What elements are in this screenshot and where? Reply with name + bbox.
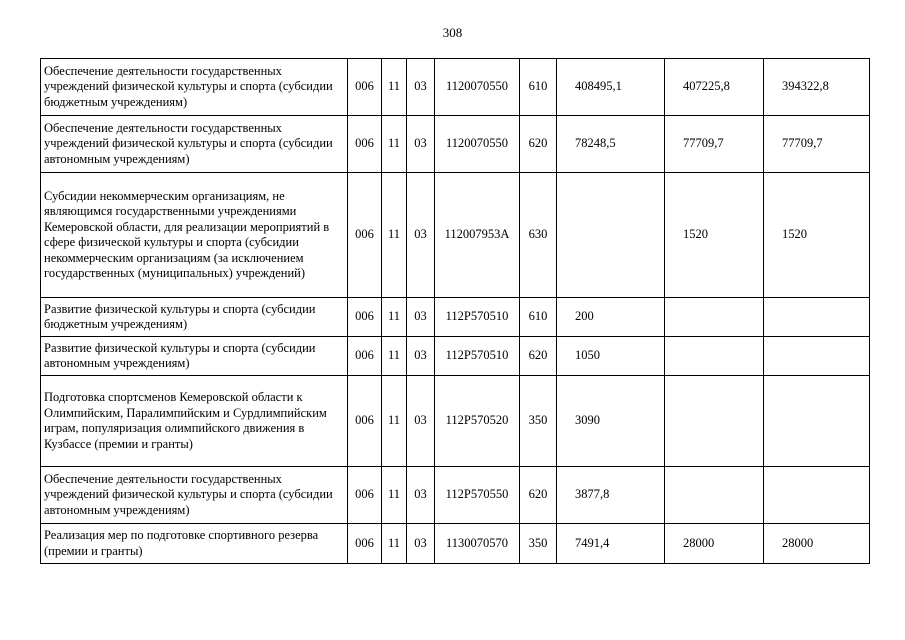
ministry-code-cell: 006 bbox=[348, 467, 382, 524]
expense-type-cell: 630 bbox=[520, 173, 557, 298]
amount-year3-cell bbox=[764, 467, 870, 524]
expense-type-cell: 350 bbox=[520, 376, 557, 467]
target-article-cell: 1130070570 bbox=[435, 524, 520, 564]
target-article-cell: 112Р570510 bbox=[435, 337, 520, 376]
target-article-cell: 112Р570520 bbox=[435, 376, 520, 467]
subsection-code-cell: 03 bbox=[407, 59, 435, 116]
expense-name-cell: Обеспечение деятельности государственных учреждений физической культуры и спорта (субсидии бюджетным учреждениям) bbox=[41, 59, 348, 116]
subsection-code-cell: 03 bbox=[407, 467, 435, 524]
amount-year3-cell bbox=[764, 298, 870, 337]
amount-year2-cell bbox=[665, 337, 764, 376]
amount-year2-cell bbox=[665, 376, 764, 467]
table-row bbox=[41, 467, 870, 524]
section-code-cell: 11 bbox=[382, 116, 407, 173]
expense-name-cell: Обеспечение деятельности государственных учреждений физической культуры и спорта (субсидии автономным учреждениям) bbox=[41, 116, 348, 173]
expense-name-cell: Реализация мер по подготовке спортивного резерва (премии и гранты) bbox=[41, 524, 348, 564]
section-code-cell: 11 bbox=[382, 467, 407, 524]
expense-type-cell: 610 bbox=[520, 59, 557, 116]
expense-type-cell: 610 bbox=[520, 298, 557, 337]
section-code-cell: 11 bbox=[382, 298, 407, 337]
amount-year2-cell bbox=[665, 298, 764, 337]
expense-name-cell: Развитие физической культуры и спорта (субсидии бюджетным учреждениям) bbox=[41, 298, 348, 337]
subsection-code-cell: 03 bbox=[407, 376, 435, 467]
target-article-cell: 112Р570550 bbox=[435, 467, 520, 524]
section-code-cell: 11 bbox=[382, 173, 407, 298]
ministry-code-cell: 006 bbox=[348, 173, 382, 298]
table-row bbox=[41, 376, 870, 467]
table-body bbox=[41, 59, 870, 564]
page-number: 308 bbox=[442, 25, 463, 40]
expense-type-cell: 350 bbox=[520, 524, 557, 564]
amount-year1-cell: 3877,8 bbox=[557, 467, 665, 524]
expense-name-cell: Обеспечение деятельности государственных учреждений физической культуры и спорта (субсидии автономным учреждениям) bbox=[41, 467, 348, 524]
amount-year3-cell bbox=[764, 337, 870, 376]
amount-year2-cell: 1520 bbox=[665, 173, 764, 298]
expense-name-cell: Подготовка спортсменов Кемеровской области к Олимпийским, Паралимпийским и Сурдлимпийским играм, популяризация олимпийского движения в Кузбассе (премии и гранты) bbox=[41, 376, 348, 467]
ministry-code-cell: 006 bbox=[348, 116, 382, 173]
expense-type-cell: 620 bbox=[520, 467, 557, 524]
section-code-cell: 11 bbox=[382, 337, 407, 376]
amount-year1-cell: 1050 bbox=[557, 337, 665, 376]
amount-year1-cell: 78248,5 bbox=[557, 116, 665, 173]
amount-year2-cell: 407225,8 bbox=[665, 59, 764, 116]
ministry-code-cell: 006 bbox=[348, 376, 382, 467]
budget-table bbox=[40, 58, 870, 564]
amount-year1-cell: 200 bbox=[557, 298, 665, 337]
target-article-cell: 112007953А bbox=[435, 173, 520, 298]
amount-year3-cell: 394322,8 bbox=[764, 59, 870, 116]
subsection-code-cell: 03 bbox=[407, 173, 435, 298]
subsection-code-cell: 03 bbox=[407, 298, 435, 337]
table-row bbox=[41, 116, 870, 173]
amount-year2-cell: 77709,7 bbox=[665, 116, 764, 173]
amount-year1-cell bbox=[557, 173, 665, 298]
ministry-code-cell: 006 bbox=[348, 337, 382, 376]
amount-year3-cell: 1520 bbox=[764, 173, 870, 298]
target-article-cell: 112Р570510 bbox=[435, 298, 520, 337]
amount-year2-cell bbox=[665, 467, 764, 524]
subsection-code-cell: 03 bbox=[407, 337, 435, 376]
ministry-code-cell: 006 bbox=[348, 59, 382, 116]
ministry-code-cell: 006 bbox=[348, 298, 382, 337]
amount-year1-cell: 408495,1 bbox=[557, 59, 665, 116]
ministry-code-cell: 006 bbox=[348, 524, 382, 564]
target-article-cell: 1120070550 bbox=[435, 116, 520, 173]
expense-name-cell: Развитие физической культуры и спорта (субсидии автономным учреждениям) bbox=[41, 337, 348, 376]
table-row bbox=[41, 524, 870, 564]
expense-name-cell: Субсидии некоммерческим организациям, не являющимся государственными учреждениями Кемеровской области, для реализации мероприятий в сфере физической культуры и спорта (субсидии некоммерческим организациям (за исключением государственных (муниципальных) учреждений) bbox=[41, 173, 348, 298]
amount-year3-cell: 28000 bbox=[764, 524, 870, 564]
section-code-cell: 11 bbox=[382, 59, 407, 116]
expense-type-cell: 620 bbox=[520, 337, 557, 376]
amount-year3-cell bbox=[764, 376, 870, 467]
table-row bbox=[41, 173, 870, 298]
expense-type-cell: 620 bbox=[520, 116, 557, 173]
section-code-cell: 11 bbox=[382, 376, 407, 467]
amount-year1-cell: 3090 bbox=[557, 376, 665, 467]
subsection-code-cell: 03 bbox=[407, 524, 435, 564]
amount-year1-cell: 7491,4 bbox=[557, 524, 665, 564]
section-code-cell: 11 bbox=[382, 524, 407, 564]
amount-year3-cell: 77709,7 bbox=[764, 116, 870, 173]
table-row bbox=[41, 337, 870, 376]
target-article-cell: 1120070550 bbox=[435, 59, 520, 116]
subsection-code-cell: 03 bbox=[407, 116, 435, 173]
amount-year2-cell: 28000 bbox=[665, 524, 764, 564]
table-row bbox=[41, 59, 870, 116]
table-row bbox=[41, 298, 870, 337]
